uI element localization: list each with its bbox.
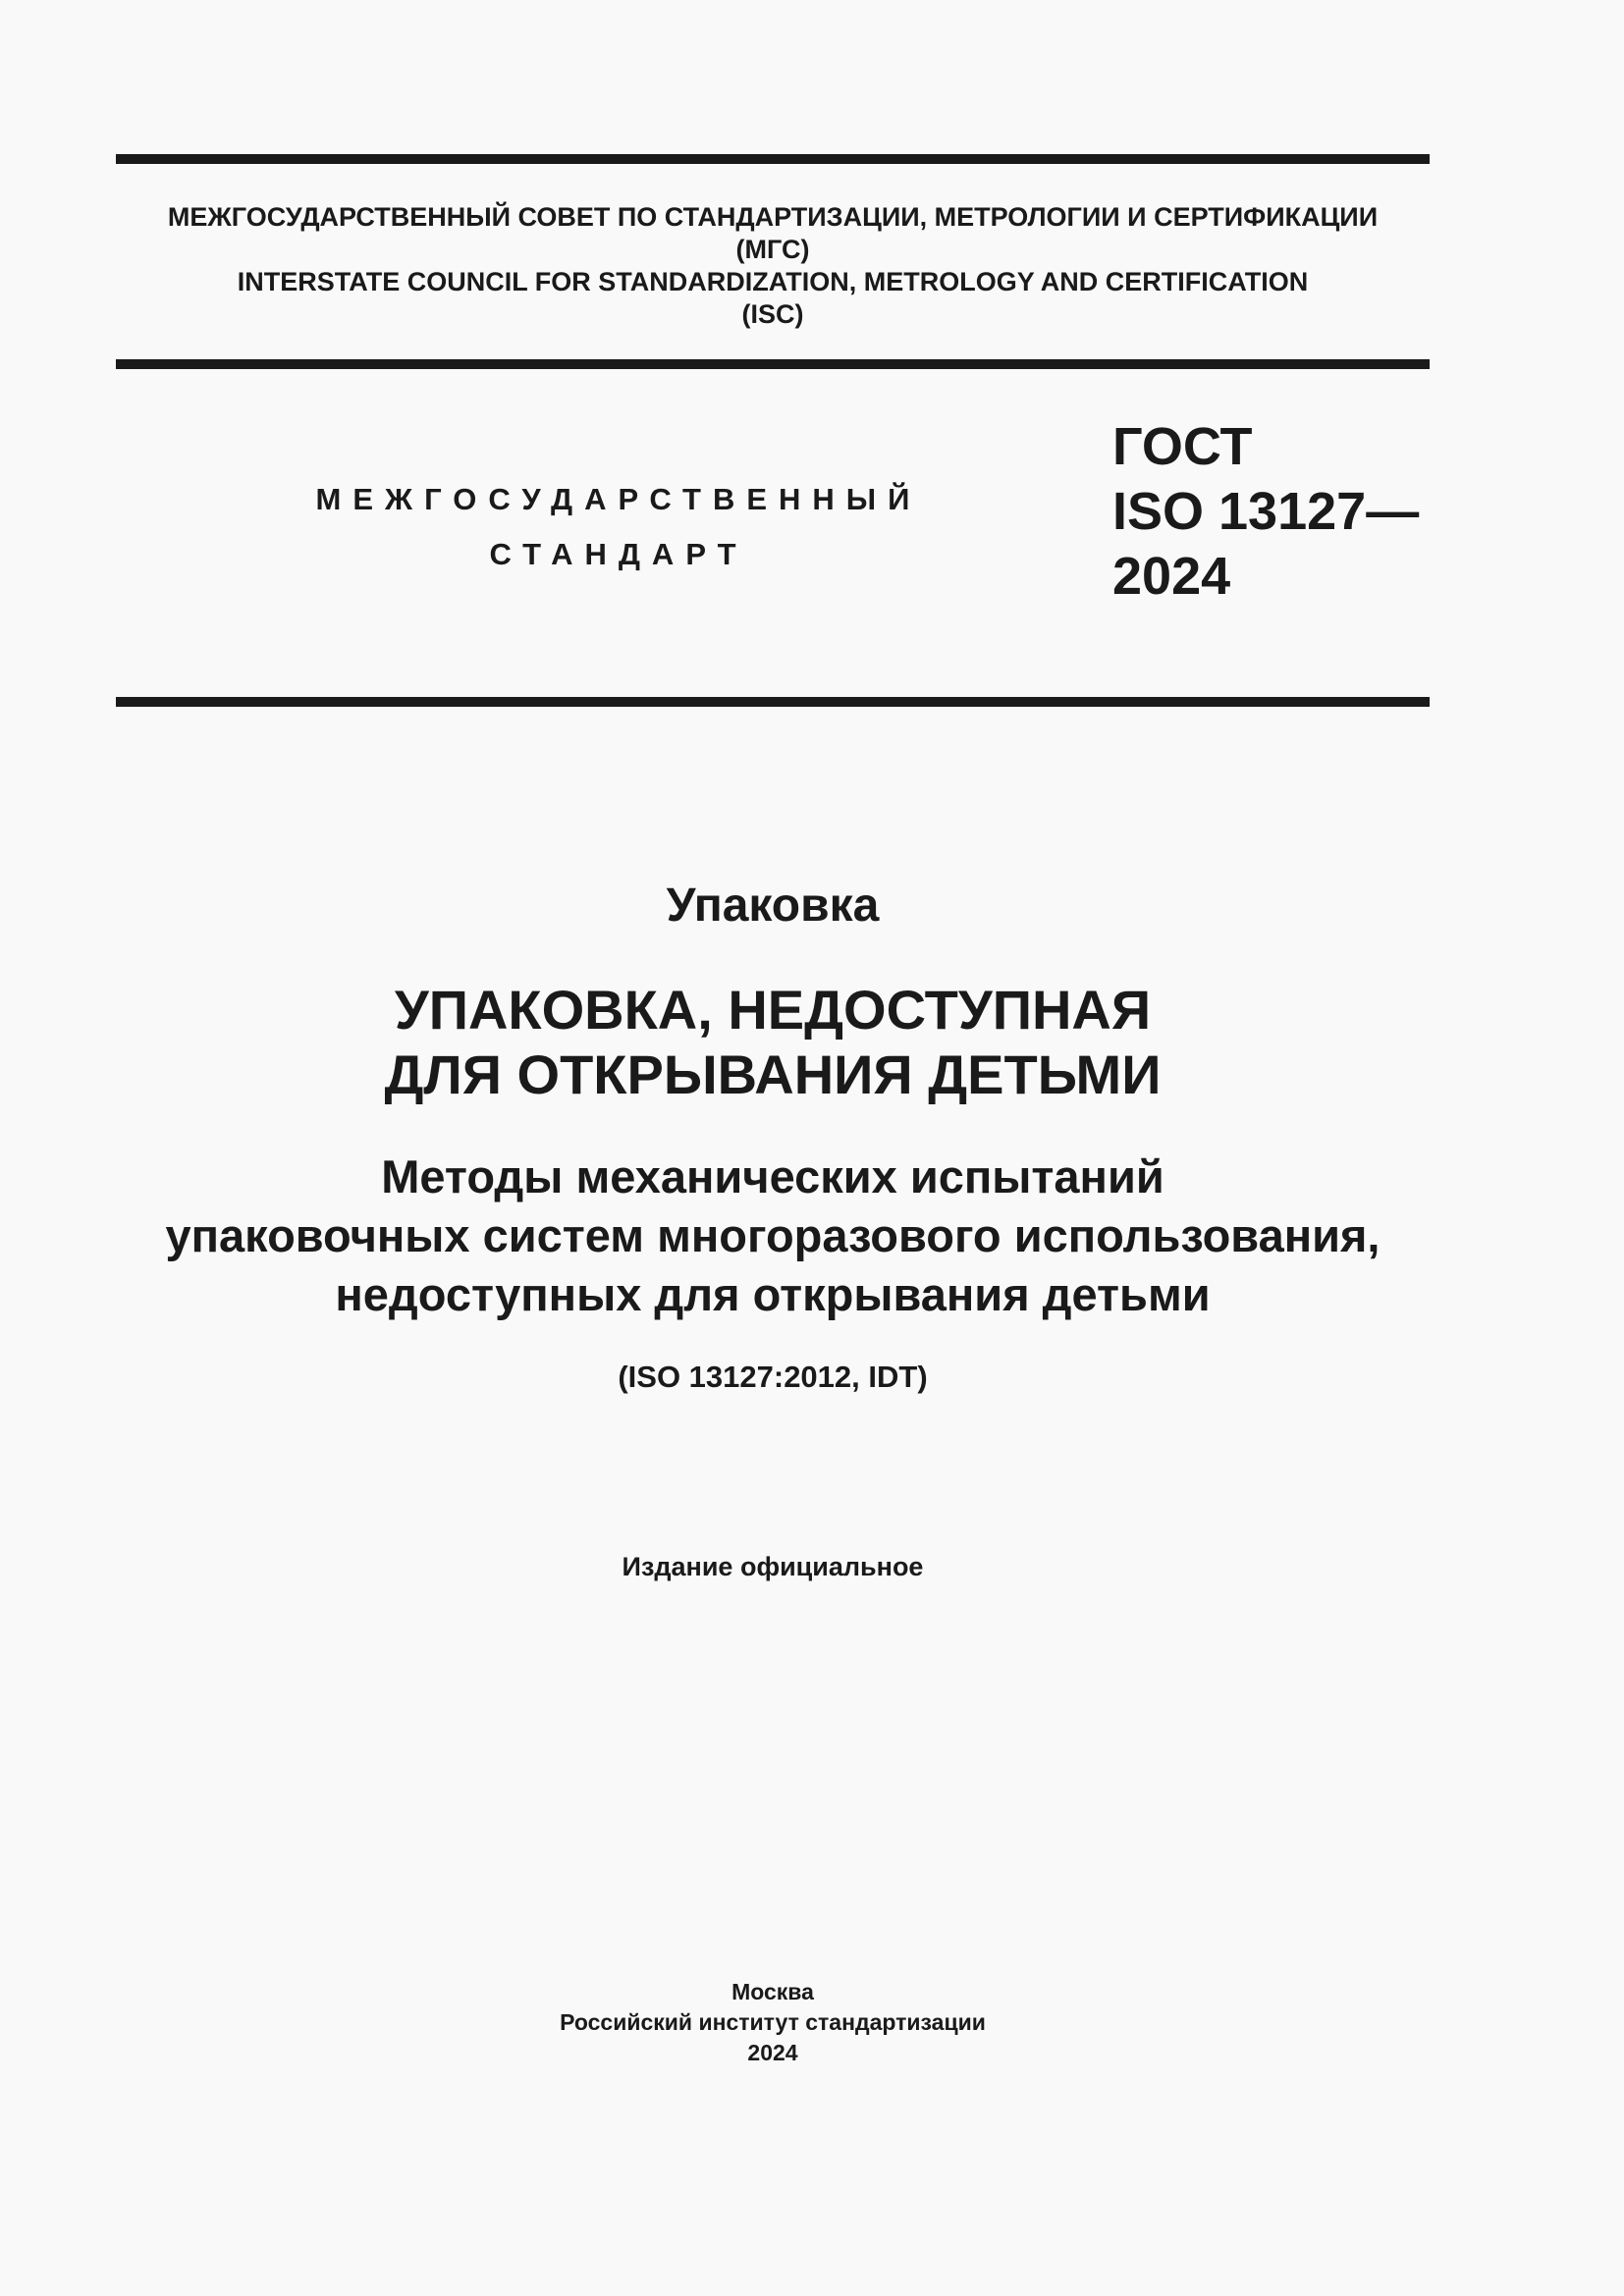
title-sub-line1: Методы механических испытаний [381, 1150, 1164, 1202]
council-name-en: INTERSTATE COUNCIL FOR STANDARDIZATION, METROLOGY AND CERTIFICATION [237, 267, 1309, 296]
top-rule [116, 154, 1430, 164]
standard-code-line3: 2024 [1112, 547, 1231, 606]
council-header [116, 201, 1430, 331]
title-main [116, 978, 1430, 1107]
standard-kind-line2: СТАНДАРТ [489, 537, 748, 571]
title-group: Упаковка [666, 880, 880, 932]
council-abbr-ru: (МГС) [735, 235, 810, 264]
lower-rule [116, 697, 1430, 707]
title-sub-line2: упаковочных систем многоразового использования, [165, 1209, 1380, 1261]
title-main-line1: УПАКОВКА, НЕДОСТУПНАЯ [394, 979, 1152, 1041]
standard-kind [275, 472, 962, 582]
title-sub-line3: недоступных для открывания детьми [335, 1268, 1211, 1320]
council-name-ru: МЕЖГОСУДАРСТВЕННЫЙ СОВЕТ ПО СТАНДАРТИЗАЦИИ, МЕТРОЛОГИИ И СЕРТИФИКАЦИИ [167, 202, 1379, 232]
imprint-year: 2024 [747, 2040, 798, 2065]
standard-code-line1: ГОСТ [1112, 417, 1253, 476]
standard-code-line2: ISO 13127— [1112, 482, 1420, 541]
middle-rule [116, 359, 1430, 369]
edition-note: Издание официальное [622, 1552, 924, 1581]
imprint-publisher: Российский институт стандартизации [560, 2009, 986, 2035]
standard-kind-line1: МЕЖГОСУДАРСТВЕННЫЙ [315, 482, 922, 516]
iso-reference: (ISO 13127:2012, IDT) [618, 1360, 928, 1394]
standard-code [1112, 414, 1419, 609]
title-subtitle [116, 1148, 1430, 1324]
imprint-city: Москва [731, 1979, 814, 2004]
council-abbr-en: (ISC) [741, 299, 804, 329]
title-main-line2: ДЛЯ ОТКРЫВАНИЯ ДЕТЬМИ [384, 1043, 1162, 1105]
imprint [116, 1977, 1430, 2068]
